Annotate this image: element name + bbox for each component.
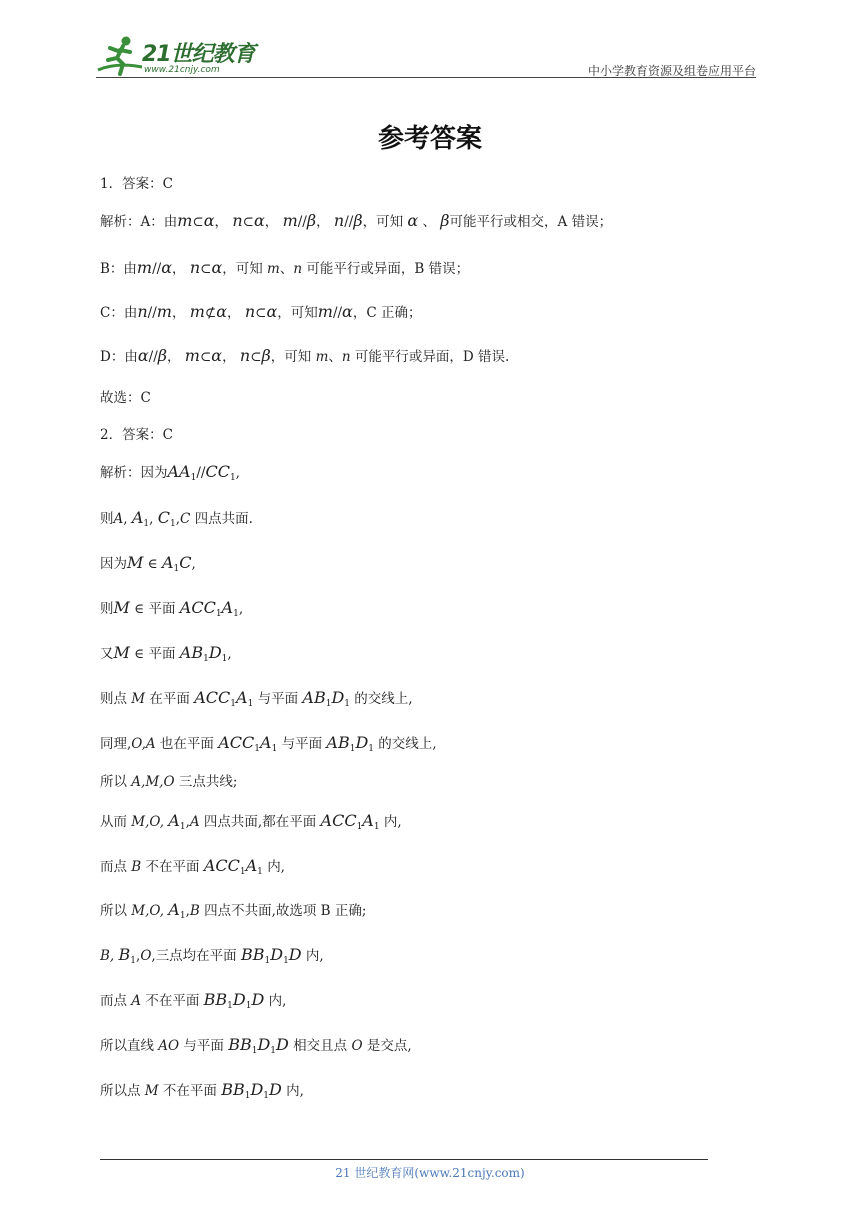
- analysis-2-line-8: 所以 A,M,O 三点共线;: [100, 774, 238, 790]
- analysis-2-line-15: 所以点 M 不在平面 $BB_1D_1D$ 内,: [100, 1080, 304, 1101]
- text: 可能平行或相交，A 错误；: [449, 214, 613, 230]
- text: 则: [100, 601, 114, 617]
- text: 相交且点: [293, 1038, 348, 1054]
- header-divider: [96, 77, 756, 78]
- text: B：由: [100, 261, 137, 277]
- text: 、: [422, 214, 436, 230]
- analysis-2-line-1: 解析：因为$AA_1//CC_1$,: [100, 462, 240, 483]
- text: ，可知: [222, 261, 263, 277]
- text: ，C 正确；: [352, 305, 422, 321]
- text: 则: [100, 511, 114, 527]
- analysis-2-line-7: 同理,O,A 也在平面 $ACC_1A_1$ 与平面 $AB_1D_1$ 的交线上,: [100, 733, 437, 754]
- text: 的交线上,: [354, 691, 413, 707]
- logo-url: www.21cnjy.com: [144, 65, 220, 75]
- text: 平面: [148, 601, 176, 617]
- analysis-2-line-3: 因为M ∈ $A_1C$,: [100, 553, 196, 574]
- text: 不在平面: [162, 1083, 217, 1099]
- text: 四点共面,都在平面: [203, 814, 317, 830]
- text: 四点不共面,故选项 B 正确;: [204, 903, 367, 919]
- text: 又: [100, 646, 114, 662]
- analysis-2-line-4: 则M ∈ 平面 $ACC_1A_1$,: [100, 598, 244, 619]
- analysis-1-d: D：由α//β， m⊂α， n⊂β，可知 m、n 可能平行或异面，D 错误.: [100, 346, 510, 365]
- text: 不在平面: [145, 859, 200, 875]
- text: 解析：A：由: [100, 214, 178, 230]
- text: 解析：因为: [100, 465, 168, 481]
- text: 的交线上,: [378, 736, 437, 752]
- text: 可能平行或异面，B 错误；: [306, 261, 470, 277]
- text: 可能平行或异面，D 错误.: [354, 349, 510, 365]
- text: C：由: [100, 305, 138, 321]
- text: 不在平面: [145, 993, 200, 1009]
- page-title: 参考答案: [377, 124, 482, 154]
- analysis-2-line-12: B, $B_1,O$,三点均在平面 $BB_1D_1D$ 内,: [100, 945, 324, 966]
- footer-divider: [100, 1159, 708, 1160]
- text: 内,: [383, 814, 402, 830]
- text: 所以: [100, 903, 127, 919]
- answer-1: 1．答案：C: [100, 176, 173, 192]
- text: 所以直线: [100, 1038, 154, 1054]
- text: 内,: [286, 1083, 304, 1099]
- conclusion-1: 故选：C: [100, 390, 151, 406]
- text: ，可知: [362, 214, 404, 230]
- text: 则点: [100, 691, 127, 707]
- analysis-2-line-9: 从而 M,O, $A_1,A$ 四点共面,都在平面 $ACC_1A_1$ 内,: [100, 811, 402, 832]
- text: 在平面: [149, 691, 190, 707]
- text: 也在平面: [159, 736, 214, 752]
- footer-link[interactable]: 21 世纪教育网(www.21cnjy.com): [335, 1166, 525, 1180]
- site-logo: [96, 34, 256, 76]
- analysis-1-a: 解析：A：由m⊂α， n⊂α， m//β， n//β，可知 α 、 β可能平行或相交，A 错误；: [100, 211, 613, 230]
- text: ，可知: [270, 349, 312, 365]
- analysis-2-line-13: 而点 A 不在平面 $BB_1D_1D$ 内,: [100, 990, 287, 1011]
- analysis-2-line-10: 而点 B 不在平面 $ACC_1A_1$ 内,: [100, 856, 285, 877]
- text: 与平面: [281, 736, 323, 752]
- analysis-1-c: C：由n//m， m⊄α， n⊂α，可知m//α，C 正确；: [100, 302, 422, 321]
- text: 平面: [148, 646, 176, 662]
- text: 与平面: [257, 691, 299, 707]
- analysis-1-b: B：由m//α， n⊂α，可知 m、n 可能平行或异面，B 错误；: [100, 258, 470, 277]
- text: 所以: [100, 774, 127, 790]
- runner-logo-icon: [96, 34, 146, 76]
- analysis-2-line-14: 所以直线 AO 与平面 $BB_1D_1D$ 相交且点 O 是交点,: [100, 1035, 412, 1056]
- text: 同理,: [100, 736, 132, 752]
- text: 内,: [267, 859, 285, 875]
- analysis-2-line-6: 则点 M 在平面 $ACC_1A_1$ 与平面 $AB_1D_1$ 的交线上,: [100, 688, 413, 709]
- logo-text: 21世纪教育: [142, 42, 255, 67]
- text: 三点均在平面: [155, 948, 237, 964]
- text: 四点共面.: [194, 511, 253, 527]
- analysis-2-line-5: 又M ∈ 平面 $AB_1D_1$,: [100, 643, 232, 664]
- text: 因为: [100, 556, 127, 572]
- page-header: [96, 30, 756, 80]
- answer-2: 2．答案：C: [100, 427, 173, 443]
- text: 内,: [305, 948, 324, 964]
- text: 三点共线;: [178, 774, 238, 790]
- text: D：由: [100, 349, 138, 365]
- analysis-2-line-11: 所以 M,O, $A_1,B$ 四点不共面,故选项 B 正确;: [100, 900, 367, 921]
- text: 而点: [100, 859, 127, 875]
- header-platform-text: 中小学教育资源及组卷应用平台: [587, 64, 756, 78]
- text: ，可知: [277, 305, 318, 321]
- text: 是交点,: [366, 1038, 412, 1054]
- analysis-2-line-2: 则A, $A_1$, $C_1,C$ 四点共面.: [100, 508, 253, 529]
- text: 所以点: [100, 1083, 141, 1099]
- text: 而点: [100, 993, 127, 1009]
- text: 内,: [268, 993, 287, 1009]
- text: 与平面: [183, 1038, 224, 1054]
